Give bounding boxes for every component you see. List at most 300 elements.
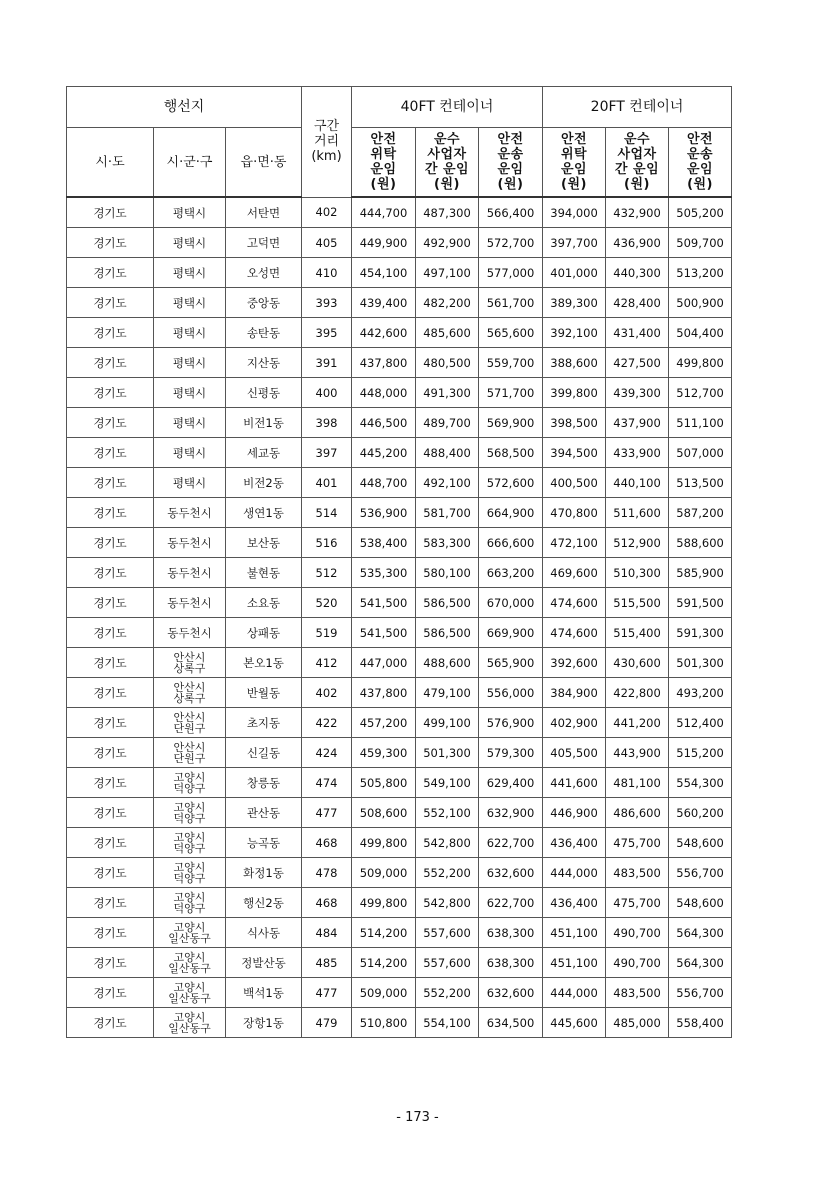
cell-20ft-carrier-rate: 490,700 xyxy=(606,918,669,948)
cell-20ft-safe-consign-rate: 388,600 xyxy=(543,348,606,378)
cell-sigungu: 고양시 덕양구 xyxy=(154,798,226,828)
cell-40ft-safe-consign-rate: 509,000 xyxy=(352,978,416,1008)
cell-20ft-safe-consign-rate: 401,000 xyxy=(543,258,606,288)
cell-20ft-safe-transport-rate: 591,300 xyxy=(669,618,732,648)
table-row xyxy=(67,197,732,228)
cell-20ft-carrier-rate: 512,900 xyxy=(606,528,669,558)
cell-40ft-safe-transport-rate: 666,600 xyxy=(479,528,543,558)
cell-sido: 경기도 xyxy=(67,948,154,978)
cell-40ft-carrier-rate: 554,100 xyxy=(416,1008,479,1038)
cell-distance-km: 402 xyxy=(302,678,352,708)
cell-sido: 경기도 xyxy=(67,858,154,888)
cell-40ft-carrier-rate: 586,500 xyxy=(416,618,479,648)
cell-40ft-carrier-rate: 480,500 xyxy=(416,348,479,378)
cell-distance-km: 468 xyxy=(302,888,352,918)
cell-20ft-safe-consign-rate: 394,500 xyxy=(543,438,606,468)
cell-20ft-safe-consign-rate: 470,800 xyxy=(543,498,606,528)
cell-20ft-safe-consign-rate: 441,600 xyxy=(543,768,606,798)
cell-sido: 경기도 xyxy=(67,708,154,738)
cell-40ft-safe-consign-rate: 536,900 xyxy=(352,498,416,528)
cell-20ft-carrier-rate: 511,600 xyxy=(606,498,669,528)
cell-40ft-safe-transport-rate: 632,600 xyxy=(479,978,543,1008)
cell-sido: 경기도 xyxy=(67,1008,154,1038)
cell-distance-km: 474 xyxy=(302,768,352,798)
cell-40ft-carrier-rate: 557,600 xyxy=(416,948,479,978)
cell-20ft-safe-consign-rate: 392,600 xyxy=(543,648,606,678)
cell-40ft-safe-consign-rate: 535,300 xyxy=(352,558,416,588)
cell-20ft-carrier-rate: 422,800 xyxy=(606,678,669,708)
cell-40ft-carrier-rate: 586,500 xyxy=(416,588,479,618)
cell-40ft-safe-consign-rate: 445,200 xyxy=(352,438,416,468)
cell-sido: 경기도 xyxy=(67,197,154,228)
cell-20ft-carrier-rate: 440,300 xyxy=(606,258,669,288)
cell-40ft-carrier-rate: 497,100 xyxy=(416,258,479,288)
cell-40ft-safe-transport-rate: 565,900 xyxy=(479,648,543,678)
cell-20ft-safe-consign-rate: 399,800 xyxy=(543,378,606,408)
cell-40ft-carrier-rate: 482,200 xyxy=(416,288,479,318)
cell-40ft-safe-transport-rate: 561,700 xyxy=(479,288,543,318)
cell-sigungu: 안산시 단원구 xyxy=(154,708,226,738)
cell-eupmyeondong: 관산동 xyxy=(226,798,302,828)
cell-sigungu: 고양시 덕양구 xyxy=(154,858,226,888)
table-row xyxy=(67,528,732,558)
cell-sido: 경기도 xyxy=(67,528,154,558)
cell-eupmyeondong: 능곡동 xyxy=(226,828,302,858)
cell-distance-km: 516 xyxy=(302,528,352,558)
cell-40ft-carrier-rate: 479,100 xyxy=(416,678,479,708)
cell-20ft-carrier-rate: 430,600 xyxy=(606,648,669,678)
cell-40ft-safe-consign-rate: 444,700 xyxy=(352,197,416,228)
cell-20ft-safe-transport-rate: 556,700 xyxy=(669,978,732,1008)
header-row-sub xyxy=(67,128,732,198)
cell-sido: 경기도 xyxy=(67,558,154,588)
cell-eupmyeondong: 중앙동 xyxy=(226,288,302,318)
cell-sigungu: 평택시 xyxy=(154,288,226,318)
cell-20ft-safe-transport-rate: 558,400 xyxy=(669,1008,732,1038)
cell-20ft-safe-transport-rate: 512,400 xyxy=(669,708,732,738)
cell-40ft-carrier-rate: 542,800 xyxy=(416,888,479,918)
header-20ft-carrier-rate: 운수 사업자 간 운임 (원) xyxy=(606,128,669,198)
table-row xyxy=(67,828,732,858)
cell-20ft-carrier-rate: 432,900 xyxy=(606,197,669,228)
cell-20ft-safe-transport-rate: 501,300 xyxy=(669,648,732,678)
cell-20ft-safe-transport-rate: 493,200 xyxy=(669,678,732,708)
cell-eupmyeondong: 비전1동 xyxy=(226,408,302,438)
cell-40ft-safe-consign-rate: 499,800 xyxy=(352,828,416,858)
cell-20ft-safe-transport-rate: 513,500 xyxy=(669,468,732,498)
cell-distance-km: 478 xyxy=(302,858,352,888)
header-40ft-safe-consign-rate: 안전 위탁 운임 (원) xyxy=(352,128,416,198)
cell-40ft-safe-transport-rate: 572,600 xyxy=(479,468,543,498)
cell-20ft-carrier-rate: 490,700 xyxy=(606,948,669,978)
header-distance xyxy=(302,87,352,198)
cell-eupmyeondong: 상패동 xyxy=(226,618,302,648)
cell-sigungu: 평택시 xyxy=(154,318,226,348)
cell-sido: 경기도 xyxy=(67,678,154,708)
cell-distance-km: 402 xyxy=(302,197,352,228)
cell-eupmyeondong: 고덕면 xyxy=(226,228,302,258)
cell-20ft-safe-consign-rate: 472,100 xyxy=(543,528,606,558)
cell-20ft-safe-transport-rate: 548,600 xyxy=(669,888,732,918)
table-row xyxy=(67,948,732,978)
header-40ft-safe-transport-rate: 안전 운송 운임 (원) xyxy=(479,128,543,198)
cell-sido: 경기도 xyxy=(67,258,154,288)
cell-sigungu: 평택시 xyxy=(154,438,226,468)
cell-20ft-safe-transport-rate: 591,500 xyxy=(669,588,732,618)
cell-sigungu: 고양시 덕양구 xyxy=(154,828,226,858)
cell-sido: 경기도 xyxy=(67,978,154,1008)
cell-40ft-safe-consign-rate: 510,800 xyxy=(352,1008,416,1038)
table-row xyxy=(67,288,732,318)
cell-distance-km: 391 xyxy=(302,348,352,378)
cell-sido: 경기도 xyxy=(67,228,154,258)
header-eupmyeondong: 읍·면·동 xyxy=(226,128,302,198)
table-row xyxy=(67,858,732,888)
cell-20ft-carrier-rate: 483,500 xyxy=(606,978,669,1008)
freight-rate-table xyxy=(66,86,732,1038)
cell-40ft-carrier-rate: 488,400 xyxy=(416,438,479,468)
cell-40ft-safe-consign-rate: 514,200 xyxy=(352,918,416,948)
cell-eupmyeondong: 지산동 xyxy=(226,348,302,378)
header-40ft-carrier-rate: 운수 사업자 간 운임 (원) xyxy=(416,128,479,198)
cell-distance-km: 393 xyxy=(302,288,352,318)
cell-20ft-safe-transport-rate: 512,700 xyxy=(669,378,732,408)
cell-20ft-carrier-rate: 485,000 xyxy=(606,1008,669,1038)
cell-distance-km: 400 xyxy=(302,378,352,408)
header-20ft-safe-consign-rate: 안전 위탁 운임 (원) xyxy=(543,128,606,198)
header-sigungu: 시·군·구 xyxy=(154,128,226,198)
cell-40ft-carrier-rate: 583,300 xyxy=(416,528,479,558)
cell-40ft-safe-consign-rate: 538,400 xyxy=(352,528,416,558)
cell-20ft-safe-consign-rate: 444,000 xyxy=(543,978,606,1008)
table-row xyxy=(67,378,732,408)
cell-20ft-safe-consign-rate: 446,900 xyxy=(543,798,606,828)
cell-40ft-safe-consign-rate: 442,600 xyxy=(352,318,416,348)
cell-40ft-carrier-rate: 487,300 xyxy=(416,197,479,228)
cell-20ft-safe-transport-rate: 587,200 xyxy=(669,498,732,528)
cell-40ft-carrier-rate: 501,300 xyxy=(416,738,479,768)
table-row xyxy=(67,558,732,588)
cell-40ft-safe-consign-rate: 448,700 xyxy=(352,468,416,498)
cell-40ft-safe-transport-rate: 638,300 xyxy=(479,948,543,978)
table-row xyxy=(67,918,732,948)
cell-20ft-safe-consign-rate: 405,500 xyxy=(543,738,606,768)
cell-20ft-safe-consign-rate: 392,100 xyxy=(543,318,606,348)
cell-20ft-safe-transport-rate: 564,300 xyxy=(669,948,732,978)
cell-20ft-safe-transport-rate: 588,600 xyxy=(669,528,732,558)
cell-40ft-carrier-rate: 492,900 xyxy=(416,228,479,258)
cell-40ft-safe-transport-rate: 569,900 xyxy=(479,408,543,438)
cell-20ft-safe-transport-rate: 507,000 xyxy=(669,438,732,468)
cell-sigungu: 동두천시 xyxy=(154,498,226,528)
table-row xyxy=(67,438,732,468)
cell-20ft-safe-consign-rate: 451,100 xyxy=(543,918,606,948)
table-row xyxy=(67,1008,732,1038)
cell-sigungu: 동두천시 xyxy=(154,528,226,558)
cell-sigungu: 평택시 xyxy=(154,378,226,408)
cell-20ft-safe-transport-rate: 564,300 xyxy=(669,918,732,948)
table-row xyxy=(67,228,732,258)
table-row xyxy=(67,798,732,828)
cell-40ft-safe-consign-rate: 541,500 xyxy=(352,618,416,648)
cell-20ft-safe-transport-rate: 509,700 xyxy=(669,228,732,258)
table-row xyxy=(67,498,732,528)
cell-distance-km: 477 xyxy=(302,978,352,1008)
cell-20ft-carrier-rate: 431,400 xyxy=(606,318,669,348)
cell-distance-km: 514 xyxy=(302,498,352,528)
cell-40ft-safe-transport-rate: 577,000 xyxy=(479,258,543,288)
table-row xyxy=(67,468,732,498)
cell-sigungu: 고양시 일산동구 xyxy=(154,978,226,1008)
cell-20ft-carrier-rate: 436,900 xyxy=(606,228,669,258)
cell-eupmyeondong: 보산동 xyxy=(226,528,302,558)
cell-distance-km: 479 xyxy=(302,1008,352,1038)
cell-eupmyeondong: 생연1동 xyxy=(226,498,302,528)
cell-eupmyeondong: 창릉동 xyxy=(226,768,302,798)
cell-20ft-safe-consign-rate: 384,900 xyxy=(543,678,606,708)
table-row xyxy=(67,408,732,438)
table-row xyxy=(67,888,732,918)
cell-20ft-safe-transport-rate: 560,200 xyxy=(669,798,732,828)
table-row xyxy=(67,588,732,618)
header-20ft-safe-transport-rate: 안전 운송 운임 (원) xyxy=(669,128,732,198)
cell-40ft-carrier-rate: 552,100 xyxy=(416,798,479,828)
cell-40ft-safe-consign-rate: 446,500 xyxy=(352,408,416,438)
cell-sigungu: 평택시 xyxy=(154,408,226,438)
cell-40ft-safe-transport-rate: 572,700 xyxy=(479,228,543,258)
cell-distance-km: 397 xyxy=(302,438,352,468)
cell-20ft-carrier-rate: 428,400 xyxy=(606,288,669,318)
header-row-top xyxy=(67,87,732,128)
cell-sido: 경기도 xyxy=(67,618,154,648)
cell-eupmyeondong: 세교동 xyxy=(226,438,302,468)
cell-eupmyeondong: 신길동 xyxy=(226,738,302,768)
cell-40ft-carrier-rate: 557,600 xyxy=(416,918,479,948)
cell-sido: 경기도 xyxy=(67,468,154,498)
cell-40ft-carrier-rate: 491,300 xyxy=(416,378,479,408)
cell-20ft-carrier-rate: 475,700 xyxy=(606,828,669,858)
cell-sigungu: 평택시 xyxy=(154,228,226,258)
cell-eupmyeondong: 소요동 xyxy=(226,588,302,618)
cell-20ft-carrier-rate: 515,500 xyxy=(606,588,669,618)
cell-40ft-safe-consign-rate: 508,600 xyxy=(352,798,416,828)
cell-distance-km: 485 xyxy=(302,948,352,978)
cell-distance-km: 410 xyxy=(302,258,352,288)
cell-sigungu: 안산시 상록구 xyxy=(154,678,226,708)
cell-40ft-safe-consign-rate: 437,800 xyxy=(352,678,416,708)
cell-20ft-carrier-rate: 515,400 xyxy=(606,618,669,648)
cell-distance-km: 512 xyxy=(302,558,352,588)
cell-sido: 경기도 xyxy=(67,588,154,618)
cell-40ft-safe-consign-rate: 541,500 xyxy=(352,588,416,618)
cell-20ft-safe-consign-rate: 469,600 xyxy=(543,558,606,588)
cell-distance-km: 412 xyxy=(302,648,352,678)
table-row xyxy=(67,678,732,708)
cell-sido: 경기도 xyxy=(67,888,154,918)
cell-20ft-safe-consign-rate: 400,500 xyxy=(543,468,606,498)
cell-eupmyeondong: 불현동 xyxy=(226,558,302,588)
cell-40ft-safe-transport-rate: 568,500 xyxy=(479,438,543,468)
cell-sido: 경기도 xyxy=(67,798,154,828)
cell-sido: 경기도 xyxy=(67,348,154,378)
cell-20ft-carrier-rate: 439,300 xyxy=(606,378,669,408)
cell-20ft-safe-consign-rate: 402,900 xyxy=(543,708,606,738)
cell-20ft-carrier-rate: 486,600 xyxy=(606,798,669,828)
cell-eupmyeondong: 식사동 xyxy=(226,918,302,948)
cell-20ft-safe-transport-rate: 515,200 xyxy=(669,738,732,768)
cell-20ft-safe-consign-rate: 389,300 xyxy=(543,288,606,318)
header-destination: 행선지 xyxy=(67,87,302,128)
cell-40ft-safe-transport-rate: 565,600 xyxy=(479,318,543,348)
header-distance-label: 구간 거리 (km) xyxy=(311,119,342,165)
cell-sido: 경기도 xyxy=(67,738,154,768)
cell-40ft-carrier-rate: 489,700 xyxy=(416,408,479,438)
cell-eupmyeondong: 반월동 xyxy=(226,678,302,708)
table-row xyxy=(67,258,732,288)
cell-20ft-safe-transport-rate: 511,100 xyxy=(669,408,732,438)
cell-eupmyeondong: 화정1동 xyxy=(226,858,302,888)
cell-40ft-safe-transport-rate: 566,400 xyxy=(479,197,543,228)
cell-20ft-safe-consign-rate: 474,600 xyxy=(543,588,606,618)
header-40ft-container: 40FT 컨테이너 xyxy=(352,87,543,128)
cell-20ft-safe-consign-rate: 436,400 xyxy=(543,828,606,858)
cell-40ft-safe-consign-rate: 449,900 xyxy=(352,228,416,258)
cell-eupmyeondong: 신평동 xyxy=(226,378,302,408)
cell-distance-km: 520 xyxy=(302,588,352,618)
cell-20ft-carrier-rate: 483,500 xyxy=(606,858,669,888)
cell-40ft-safe-consign-rate: 509,000 xyxy=(352,858,416,888)
cell-eupmyeondong: 초지동 xyxy=(226,708,302,738)
cell-eupmyeondong: 오성면 xyxy=(226,258,302,288)
cell-40ft-safe-transport-rate: 663,200 xyxy=(479,558,543,588)
cell-20ft-safe-consign-rate: 444,000 xyxy=(543,858,606,888)
cell-sigungu: 고양시 일산동구 xyxy=(154,948,226,978)
cell-distance-km: 519 xyxy=(302,618,352,648)
cell-40ft-safe-consign-rate: 457,200 xyxy=(352,708,416,738)
cell-20ft-safe-consign-rate: 398,500 xyxy=(543,408,606,438)
cell-40ft-safe-transport-rate: 664,900 xyxy=(479,498,543,528)
cell-20ft-safe-consign-rate: 451,100 xyxy=(543,948,606,978)
cell-40ft-carrier-rate: 485,600 xyxy=(416,318,479,348)
cell-20ft-carrier-rate: 427,500 xyxy=(606,348,669,378)
cell-20ft-carrier-rate: 475,700 xyxy=(606,888,669,918)
cell-sido: 경기도 xyxy=(67,648,154,678)
cell-40ft-safe-transport-rate: 579,300 xyxy=(479,738,543,768)
cell-sigungu: 동두천시 xyxy=(154,618,226,648)
cell-sigungu: 고양시 덕양구 xyxy=(154,888,226,918)
cell-distance-km: 422 xyxy=(302,708,352,738)
cell-sido: 경기도 xyxy=(67,408,154,438)
cell-sigungu: 동두천시 xyxy=(154,558,226,588)
table-row xyxy=(67,738,732,768)
cell-40ft-safe-transport-rate: 571,700 xyxy=(479,378,543,408)
cell-20ft-safe-transport-rate: 500,900 xyxy=(669,288,732,318)
cell-sido: 경기도 xyxy=(67,288,154,318)
cell-40ft-safe-consign-rate: 439,400 xyxy=(352,288,416,318)
cell-40ft-carrier-rate: 552,200 xyxy=(416,858,479,888)
cell-20ft-safe-transport-rate: 548,600 xyxy=(669,828,732,858)
cell-40ft-safe-consign-rate: 448,000 xyxy=(352,378,416,408)
cell-40ft-safe-transport-rate: 576,900 xyxy=(479,708,543,738)
cell-sigungu: 안산시 상록구 xyxy=(154,648,226,678)
cell-20ft-safe-consign-rate: 474,600 xyxy=(543,618,606,648)
cell-40ft-safe-consign-rate: 499,800 xyxy=(352,888,416,918)
cell-distance-km: 484 xyxy=(302,918,352,948)
cell-40ft-safe-consign-rate: 447,000 xyxy=(352,648,416,678)
cell-40ft-safe-transport-rate: 669,900 xyxy=(479,618,543,648)
cell-40ft-safe-transport-rate: 559,700 xyxy=(479,348,543,378)
cell-20ft-carrier-rate: 437,900 xyxy=(606,408,669,438)
cell-40ft-safe-transport-rate: 629,400 xyxy=(479,768,543,798)
cell-sigungu: 평택시 xyxy=(154,258,226,288)
cell-20ft-safe-transport-rate: 505,200 xyxy=(669,197,732,228)
cell-distance-km: 468 xyxy=(302,828,352,858)
cell-40ft-safe-consign-rate: 514,200 xyxy=(352,948,416,978)
cell-40ft-safe-transport-rate: 622,700 xyxy=(479,888,543,918)
cell-40ft-carrier-rate: 549,100 xyxy=(416,768,479,798)
cell-20ft-safe-consign-rate: 397,700 xyxy=(543,228,606,258)
cell-20ft-carrier-rate: 441,200 xyxy=(606,708,669,738)
table-body xyxy=(67,197,732,1038)
cell-40ft-safe-transport-rate: 632,600 xyxy=(479,858,543,888)
cell-40ft-carrier-rate: 492,100 xyxy=(416,468,479,498)
cell-20ft-safe-transport-rate: 499,800 xyxy=(669,348,732,378)
cell-eupmyeondong: 서탄면 xyxy=(226,197,302,228)
cell-40ft-carrier-rate: 581,700 xyxy=(416,498,479,528)
cell-sido: 경기도 xyxy=(67,498,154,528)
cell-20ft-carrier-rate: 443,900 xyxy=(606,738,669,768)
header-20ft-container: 20FT 컨테이너 xyxy=(543,87,732,128)
cell-distance-km: 398 xyxy=(302,408,352,438)
table-row xyxy=(67,648,732,678)
cell-sigungu: 고양시 덕양구 xyxy=(154,768,226,798)
cell-20ft-safe-transport-rate: 504,400 xyxy=(669,318,732,348)
cell-eupmyeondong: 행신2동 xyxy=(226,888,302,918)
cell-20ft-safe-consign-rate: 436,400 xyxy=(543,888,606,918)
cell-distance-km: 477 xyxy=(302,798,352,828)
cell-20ft-safe-consign-rate: 445,600 xyxy=(543,1008,606,1038)
cell-40ft-safe-transport-rate: 632,900 xyxy=(479,798,543,828)
cell-eupmyeondong: 송탄동 xyxy=(226,318,302,348)
cell-distance-km: 424 xyxy=(302,738,352,768)
table-row xyxy=(67,708,732,738)
table-row xyxy=(67,318,732,348)
cell-40ft-carrier-rate: 552,200 xyxy=(416,978,479,1008)
cell-sigungu: 고양시 일산동구 xyxy=(154,1008,226,1038)
cell-40ft-safe-transport-rate: 556,000 xyxy=(479,678,543,708)
cell-40ft-safe-consign-rate: 454,100 xyxy=(352,258,416,288)
cell-eupmyeondong: 본오1동 xyxy=(226,648,302,678)
cell-20ft-safe-transport-rate: 554,300 xyxy=(669,768,732,798)
cell-eupmyeondong: 정발산동 xyxy=(226,948,302,978)
table-row xyxy=(67,768,732,798)
cell-sido: 경기도 xyxy=(67,378,154,408)
cell-40ft-safe-consign-rate: 505,800 xyxy=(352,768,416,798)
cell-40ft-safe-transport-rate: 638,300 xyxy=(479,918,543,948)
cell-sigungu: 동두천시 xyxy=(154,588,226,618)
cell-20ft-carrier-rate: 481,100 xyxy=(606,768,669,798)
cell-40ft-carrier-rate: 488,600 xyxy=(416,648,479,678)
table-row xyxy=(67,618,732,648)
cell-40ft-carrier-rate: 542,800 xyxy=(416,828,479,858)
cell-sido: 경기도 xyxy=(67,768,154,798)
page-number: - 173 - xyxy=(396,1110,439,1125)
cell-sigungu: 평택시 xyxy=(154,468,226,498)
cell-20ft-safe-consign-rate: 394,000 xyxy=(543,197,606,228)
cell-distance-km: 405 xyxy=(302,228,352,258)
cell-sigungu: 평택시 xyxy=(154,348,226,378)
cell-sigungu: 안산시 단원구 xyxy=(154,738,226,768)
